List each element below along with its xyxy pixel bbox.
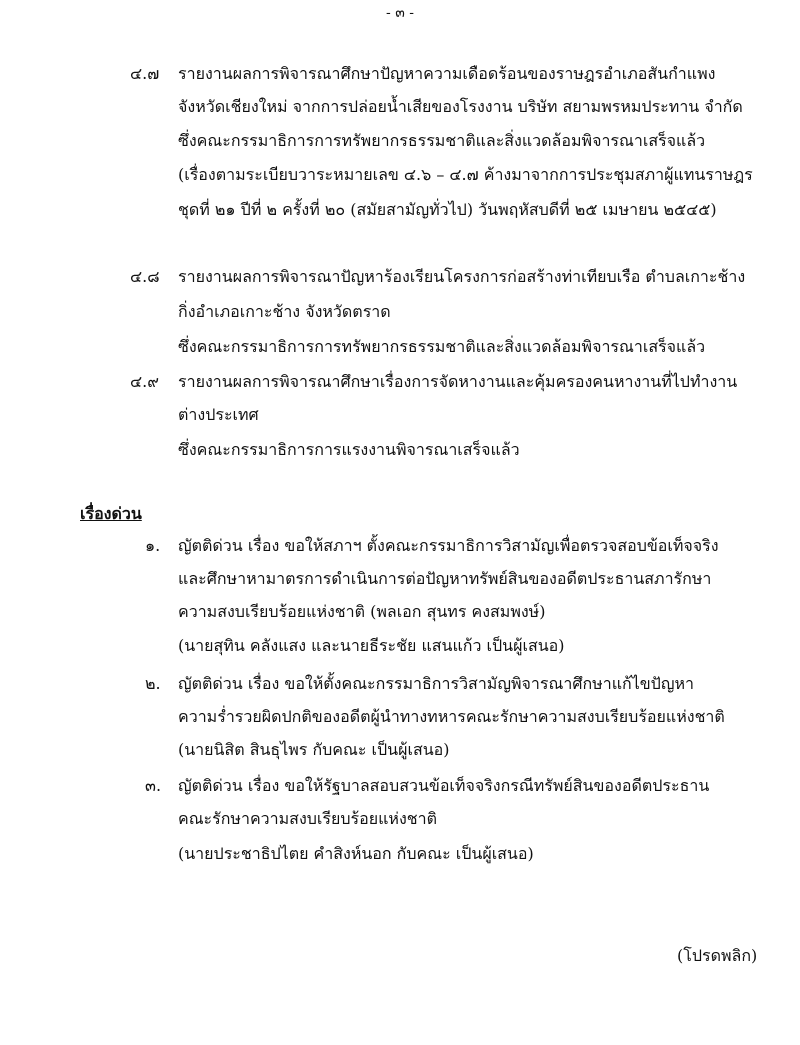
agenda-item-line: ต่างประเทศ: [178, 405, 259, 424]
agenda-item-number: ๔.๙: [130, 372, 159, 391]
urgent-item-line: คณะรักษาความสงบเรียบร้อยแห่งชาติ: [178, 809, 437, 828]
please-turn-over-note: (โปรดพลิก): [677, 946, 758, 965]
urgent-item-line: (นายนิสิต สินธุไพร กับคณะ เป็นผู้เสนอ): [178, 740, 450, 759]
urgent-item-number: ๓.: [145, 776, 162, 795]
urgent-item-line: ญัตติด่วน เรื่อง ขอให้สภาฯ ตั้งคณะกรรมาธิการวิสามัญเพื่อตรวจสอบข้อเท็จจริง: [178, 536, 719, 555]
agenda-item-number: ๔.๗: [130, 64, 160, 83]
urgent-item-line: (นายประชาธิปไตย คำสิงห์นอก กับคณะ เป็นผู้เสนอ): [178, 844, 534, 863]
urgent-item-line: และศึกษาหามาตรการดำเนินการต่อปัญหาทรัพย์สินของอดีตประธานสภารักษา: [178, 569, 712, 588]
urgent-item-line: ความร่ำรวยผิดปกติของอดีตผู้นำทางทหารคณะรักษาความสงบเรียบร้อยแห่งชาติ: [178, 707, 725, 726]
agenda-item-line: กิ่งอำเภอเกาะช้าง จังหวัดตราด: [178, 302, 391, 321]
urgent-item-line: ความสงบเรียบร้อยแห่งชาติ (พลเอก สุนทร คงสมพงษ์): [178, 602, 546, 621]
agenda-item-line: รายงานผลการพิจารณาศึกษาปัญหาความเดือดร้อนของราษฎรอำเภอสันกำแพง: [178, 64, 716, 83]
agenda-item-number: ๔.๘: [130, 267, 160, 286]
agenda-item-line: รายงานผลการพิจารณาปัญหาร้องเรียนโครงการก่อสร้างท่าเทียบเรือ ตำบลเกาะช้าง: [178, 267, 746, 286]
urgent-item-number: ๒.: [145, 674, 161, 693]
urgent-item-line: (นายสุทิน คลังแสง และนายธีระชัย แสนแก้ว เป็นผู้เสนอ): [178, 636, 565, 655]
agenda-item-line: ซึ่งคณะกรรมาธิการการทรัพยากรธรรมชาติและสิ่งแวดล้อมพิจารณาเสร็จแล้ว: [178, 337, 706, 356]
urgent-item-line: ญัตติด่วน เรื่อง ขอให้ตั้งคณะกรรมาธิการวิสามัญพิจารณาศึกษาแก้ไขปัญหา: [178, 674, 694, 693]
urgent-item-line: ญัตติด่วน เรื่อง ขอให้รัฐบาลสอบสวนข้อเท็จจริงกรณีทรัพย์สินของอดีตประธาน: [178, 776, 710, 795]
urgent-item-number: ๑.: [145, 536, 161, 555]
agenda-item-line: ซึ่งคณะกรรมาธิการการแรงงานพิจารณาเสร็จแล้ว: [178, 440, 520, 459]
urgent-section-heading: เรื่องด่วน: [80, 504, 142, 523]
agenda-item-line: (เรื่องตามระเบียบวาระหมายเลข ๔.๖ – ๔.๗ ค้างมาจากการประชุมสภาผู้แทนราษฎร: [178, 165, 753, 184]
agenda-item-line: ชุดที่ ๒๑ ปีที่ ๒ ครั้งที่ ๒๐ (สมัยสามัญทั่วไป) วันพฤหัสบดีที่ ๒๕ เมษายน ๒๕๔๕): [178, 200, 717, 219]
agenda-item-line: จังหวัดเชียงใหม่ จากการปล่อยน้ำเสียของโรงงาน บริษัท สยามพรหมประทาน จำกัด: [178, 97, 743, 116]
agenda-item-line: ซึ่งคณะกรรมาธิการการทรัพยากรธรรมชาติและสิ่งแวดล้อมพิจารณาเสร็จแล้ว: [178, 131, 706, 150]
page-number: - ๓ -: [386, 5, 414, 21]
agenda-item-line: รายงานผลการพิจารณาศึกษาเรื่องการจัดหางานและคุ้มครองคนหางานที่ไปทำงาน: [178, 372, 738, 391]
